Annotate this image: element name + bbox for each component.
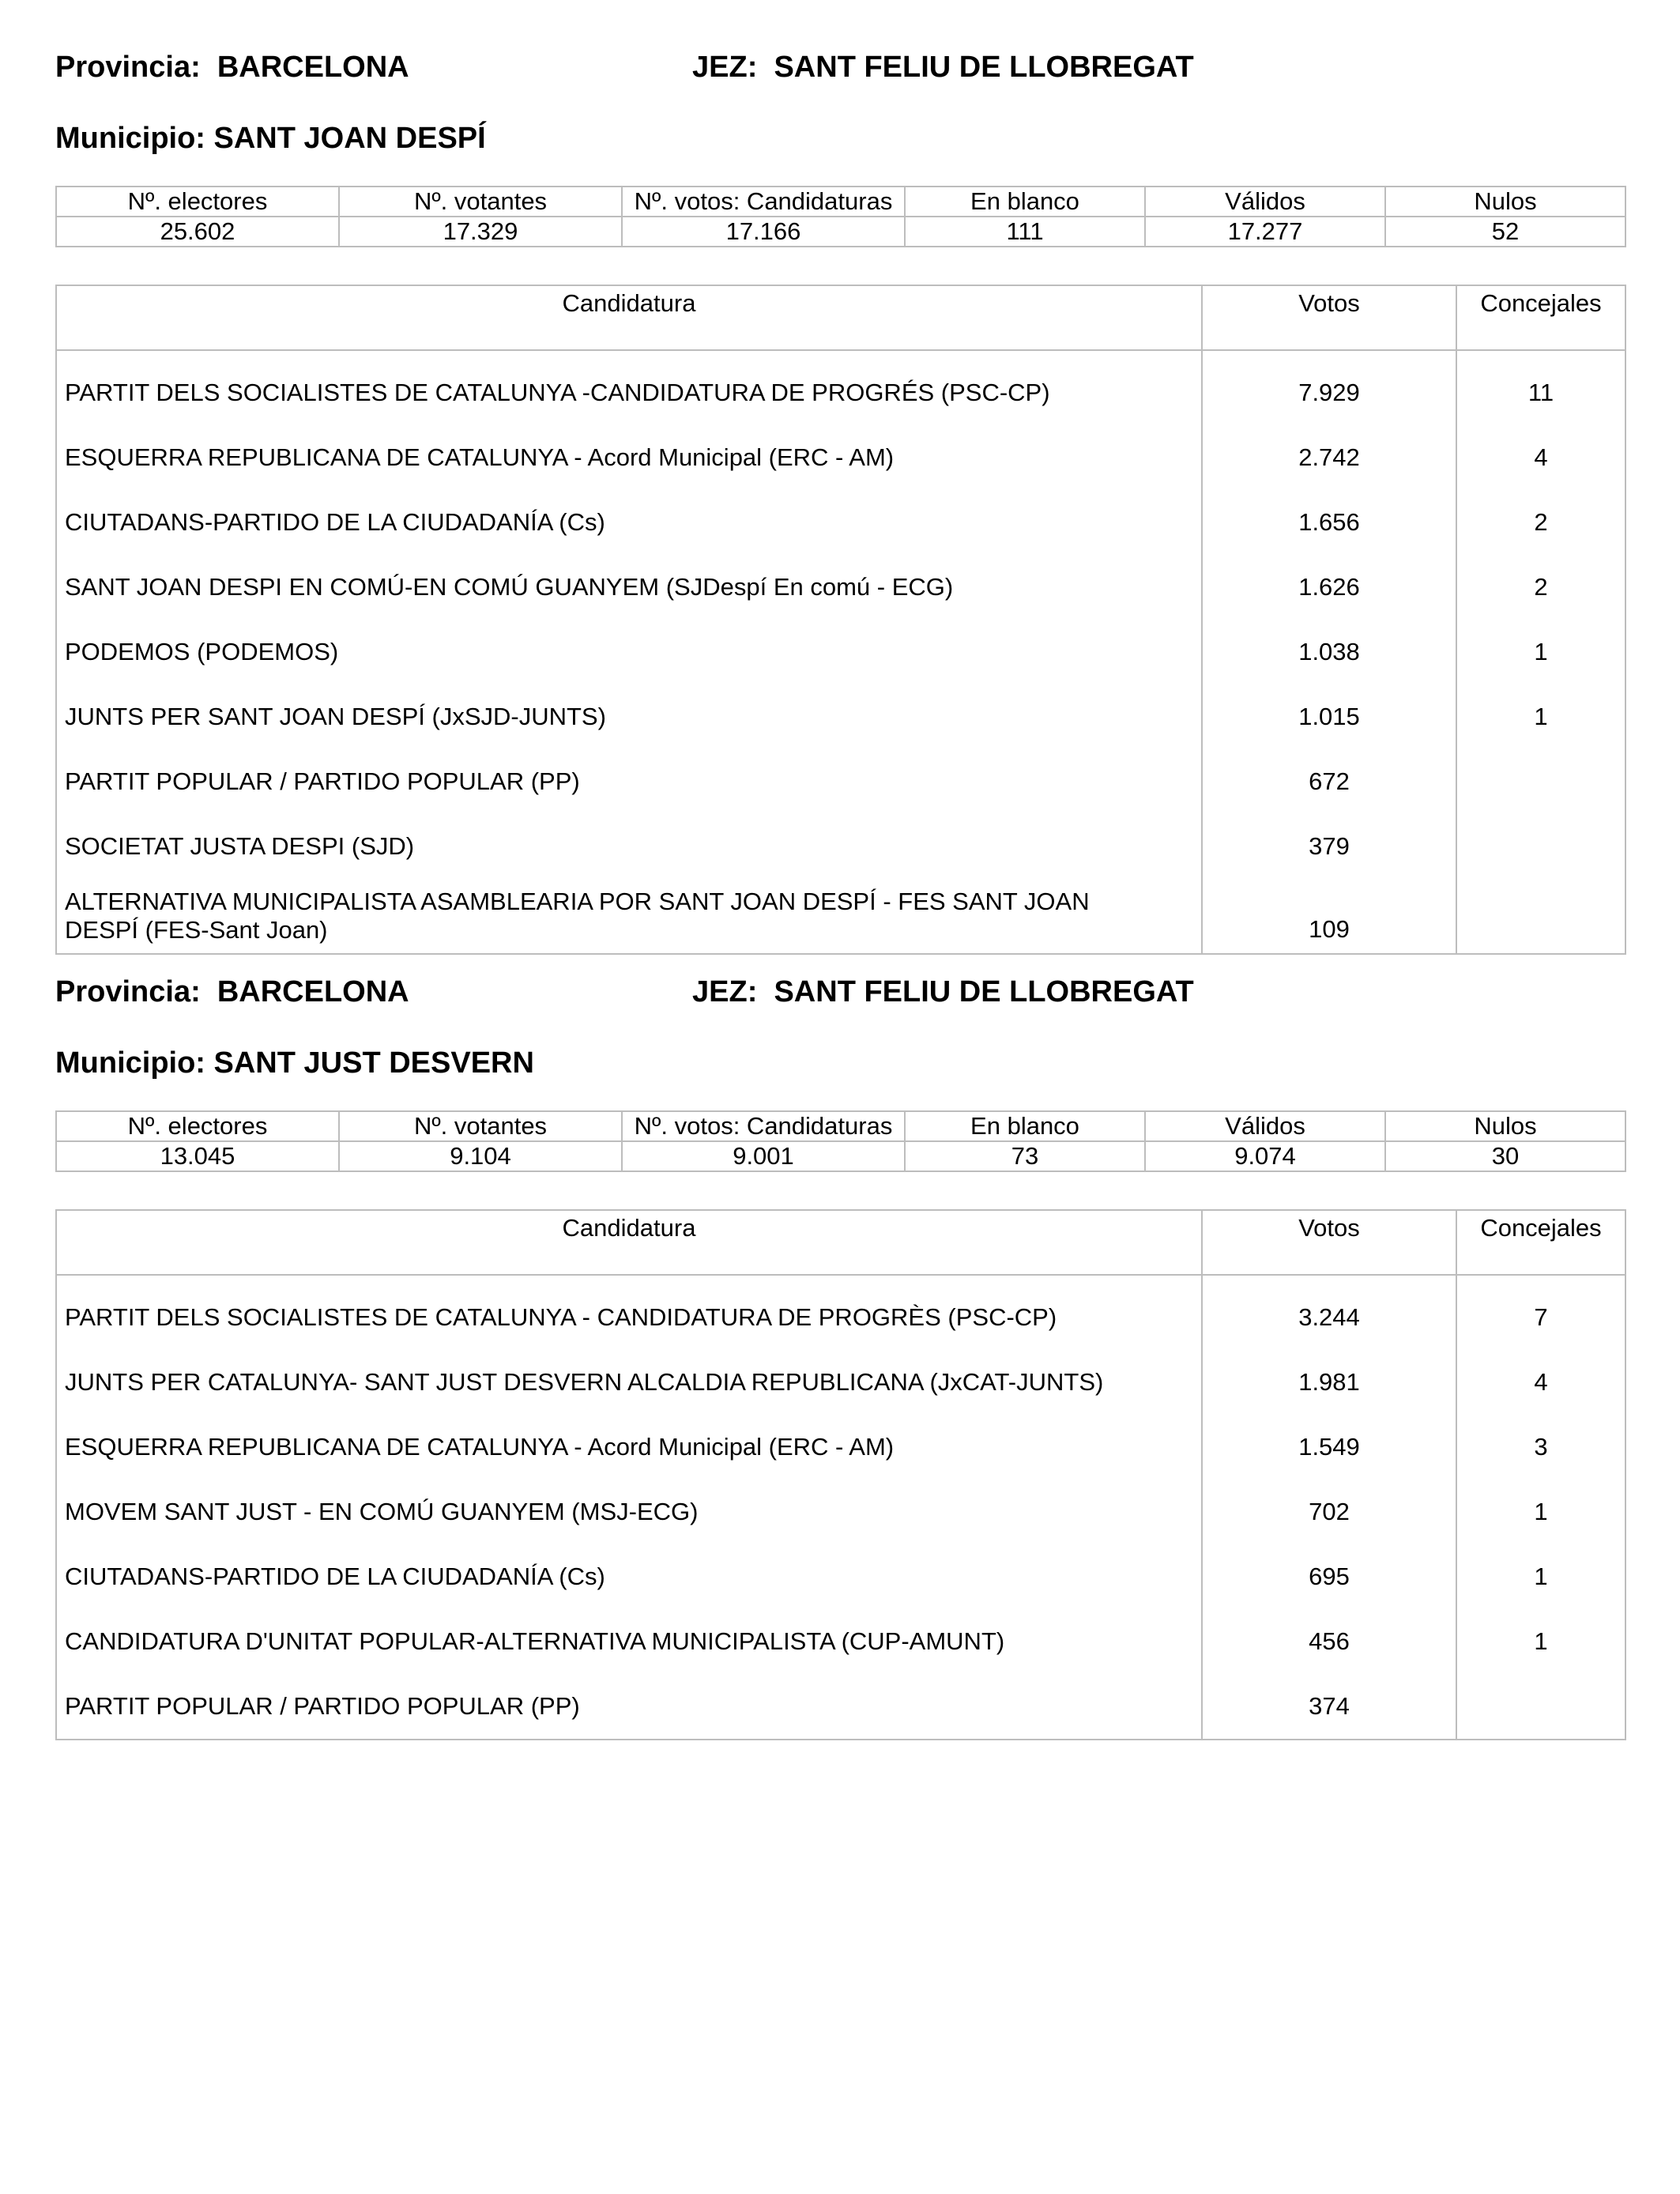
candidate-row — [56, 1544, 1625, 1609]
candidate-name: PARTIT POPULAR / PARTIDO POPULAR (PP) — [56, 749, 1202, 814]
candidate-name: JUNTS PER SANT JOAN DESPÍ (JxSJD-JUNTS) — [56, 684, 1202, 749]
summary-header-cell: Válidos — [1145, 1111, 1385, 1141]
candidate-name: SANT JOAN DESPI EN COMÚ-EN COMÚ GUANYEM (SJDespí En comú - ECG) — [56, 555, 1202, 620]
summary-value-cell: 13.045 — [56, 1141, 339, 1171]
municipio-title: Municipio: SANT JOAN DESPÍ — [55, 122, 486, 155]
header-votos: Votos — [1202, 285, 1456, 350]
summary-value-cell: 17.166 — [622, 217, 905, 247]
summary-value-cell: 17.277 — [1145, 217, 1385, 247]
candidate-row — [56, 360, 1625, 425]
candidate-name: ESQUERRA REPUBLICANA DE CATALUNYA - Acord Municipal (ERC - AM) — [56, 425, 1202, 490]
jez-label: JEZ: SANT FELIU DE LLOBREGAT — [692, 51, 1194, 84]
summary-header-cell: En blanco — [905, 1111, 1145, 1141]
candidate-votos: 1.038 — [1202, 620, 1456, 684]
candidate-concejales: 2 — [1456, 555, 1625, 620]
candidate-name: CIUTADANS-PARTIDO DE LA CIUDADANÍA (Cs) — [56, 1544, 1202, 1609]
candidate-votos: 379 — [1202, 814, 1456, 879]
summary-table — [55, 186, 1626, 247]
candidate-row — [56, 684, 1625, 749]
candidate-row — [56, 1674, 1625, 1740]
candidate-votos: 109 — [1202, 879, 1456, 954]
candidate-concejales — [1456, 749, 1625, 814]
candidate-name: CIUTADANS-PARTIDO DE LA CIUDADANÍA (Cs) — [56, 490, 1202, 555]
provincia-jez-header — [55, 968, 1625, 1016]
candidate-name: ALTERNATIVA MUNICIPALISTA ASAMBLEARIA POR SANT JOAN DESPÍ - FES SANT JOAN DESPÍ (FES-Sant Joan) — [56, 879, 1202, 954]
summary-value-cell: 9.074 — [1145, 1141, 1385, 1171]
table-spacer — [56, 350, 1625, 360]
summary-header-cell: Nº. electores — [56, 187, 339, 217]
candidate-concejales: 1 — [1456, 620, 1625, 684]
candidate-row — [56, 1415, 1625, 1480]
candidate-name: PODEMOS (PODEMOS) — [56, 620, 1202, 684]
candidaturas-header-row — [56, 1210, 1625, 1275]
summary-value-cell: 30 — [1385, 1141, 1625, 1171]
candidate-name: PARTIT DELS SOCIALISTES DE CATALUNYA - CANDIDATURA DE PROGRÈS (PSC-CP) — [56, 1285, 1202, 1350]
candidate-votos: 695 — [1202, 1544, 1456, 1609]
summary-value-cell: 73 — [905, 1141, 1145, 1171]
candidate-concejales — [1456, 814, 1625, 879]
candidate-votos: 456 — [1202, 1609, 1456, 1674]
candidate-votos: 672 — [1202, 749, 1456, 814]
candidate-votos: 3.244 — [1202, 1285, 1456, 1350]
candidate-concejales — [1456, 879, 1625, 954]
summary-header-cell: Nº. votantes — [339, 187, 622, 217]
header-concejales: Concejales — [1456, 1210, 1625, 1275]
summary-header-cell: Nulos — [1385, 1111, 1625, 1141]
header-concejales: Concejales — [1456, 285, 1625, 350]
candidaturas-table — [55, 1209, 1626, 1740]
candidate-votos: 1.015 — [1202, 684, 1456, 749]
candidate-row — [56, 555, 1625, 620]
candidate-votos: 1.626 — [1202, 555, 1456, 620]
candidaturas-header-row — [56, 285, 1625, 350]
summary-header-cell: En blanco — [905, 187, 1145, 217]
summary-header-cell: Nº. votantes — [339, 1111, 622, 1141]
candidate-votos: 374 — [1202, 1674, 1456, 1740]
summary-value-cell: 9.001 — [622, 1141, 905, 1171]
candidate-concejales — [1456, 1674, 1625, 1740]
candidate-concejales: 11 — [1456, 360, 1625, 425]
candidate-row — [56, 1480, 1625, 1544]
summary-header-row — [56, 1111, 1625, 1141]
candidate-name: PARTIT DELS SOCIALISTES DE CATALUNYA -CANDIDATURA DE PROGRÉS (PSC-CP) — [56, 360, 1202, 425]
candidate-votos: 1.981 — [1202, 1350, 1456, 1415]
header-candidatura: Candidatura — [56, 1210, 1202, 1275]
summary-header-row — [56, 187, 1625, 217]
candidate-votos: 7.929 — [1202, 360, 1456, 425]
summary-header-cell: Nulos — [1385, 187, 1625, 217]
candidate-votos: 1.549 — [1202, 1415, 1456, 1480]
candidate-name: CANDIDATURA D'UNITAT POPULAR-ALTERNATIVA MUNICIPALISTA (CUP-AMUNT) — [56, 1609, 1202, 1674]
header-votos: Votos — [1202, 1210, 1456, 1275]
candidate-name: SOCIETAT JUSTA DESPI (SJD) — [56, 814, 1202, 879]
candidate-concejales: 4 — [1456, 1350, 1625, 1415]
summary-header-cell: Válidos — [1145, 187, 1385, 217]
candidate-row — [56, 1285, 1625, 1350]
candidate-concejales: 3 — [1456, 1415, 1625, 1480]
summary-header-cell: Nº. electores — [56, 1111, 339, 1141]
summary-value-row — [56, 1141, 1625, 1171]
summary-value-cell: 17.329 — [339, 217, 622, 247]
candidate-name: MOVEM SANT JUST - EN COMÚ GUANYEM (MSJ-ECG) — [56, 1480, 1202, 1544]
summary-header-cell: Nº. votos: Candidaturas — [622, 1111, 905, 1141]
candidate-row — [56, 1609, 1625, 1674]
candidate-name: ESQUERRA REPUBLICANA DE CATALUNYA - Acord Municipal (ERC - AM) — [56, 1415, 1202, 1480]
candidate-votos: 2.742 — [1202, 425, 1456, 490]
table-spacer — [56, 1275, 1625, 1285]
candidate-row — [56, 749, 1625, 814]
summary-value-row — [56, 217, 1625, 247]
candidate-votos: 702 — [1202, 1480, 1456, 1544]
summary-value-cell: 25.602 — [56, 217, 339, 247]
candidate-row — [56, 425, 1625, 490]
candidate-row — [56, 1350, 1625, 1415]
candidate-concejales: 1 — [1456, 1544, 1625, 1609]
candidate-row — [56, 814, 1625, 879]
candidate-concejales: 1 — [1456, 1609, 1625, 1674]
provincia-label: Provincia: BARCELONA — [55, 51, 409, 84]
candidate-concejales: 2 — [1456, 490, 1625, 555]
candidate-name: JUNTS PER CATALUNYA- SANT JUST DESVERN ALCALDIA REPUBLICANA (JxCAT-JUNTS) — [56, 1350, 1202, 1415]
provincia-jez-header — [55, 43, 1625, 91]
summary-value-cell: 111 — [905, 217, 1145, 247]
candidate-concejales: 1 — [1456, 1480, 1625, 1544]
summary-value-cell: 52 — [1385, 217, 1625, 247]
candidate-row — [56, 620, 1625, 684]
candidate-name: PARTIT POPULAR / PARTIDO POPULAR (PP) — [56, 1674, 1202, 1740]
candidaturas-table — [55, 285, 1626, 955]
summary-value-cell: 9.104 — [339, 1141, 622, 1171]
header-candidatura: Candidatura — [56, 285, 1202, 350]
jez-label: JEZ: SANT FELIU DE LLOBREGAT — [692, 975, 1194, 1008]
candidate-concejales: 7 — [1456, 1285, 1625, 1350]
summary-header-cell: Nº. votos: Candidaturas — [622, 187, 905, 217]
provincia-label: Provincia: BARCELONA — [55, 975, 409, 1008]
candidate-concejales: 1 — [1456, 684, 1625, 749]
summary-table — [55, 1110, 1626, 1172]
candidate-concejales: 4 — [1456, 425, 1625, 490]
municipio-title: Municipio: SANT JUST DESVERN — [55, 1046, 534, 1080]
candidate-row — [56, 879, 1625, 954]
candidate-row — [56, 490, 1625, 555]
candidate-votos: 1.656 — [1202, 490, 1456, 555]
